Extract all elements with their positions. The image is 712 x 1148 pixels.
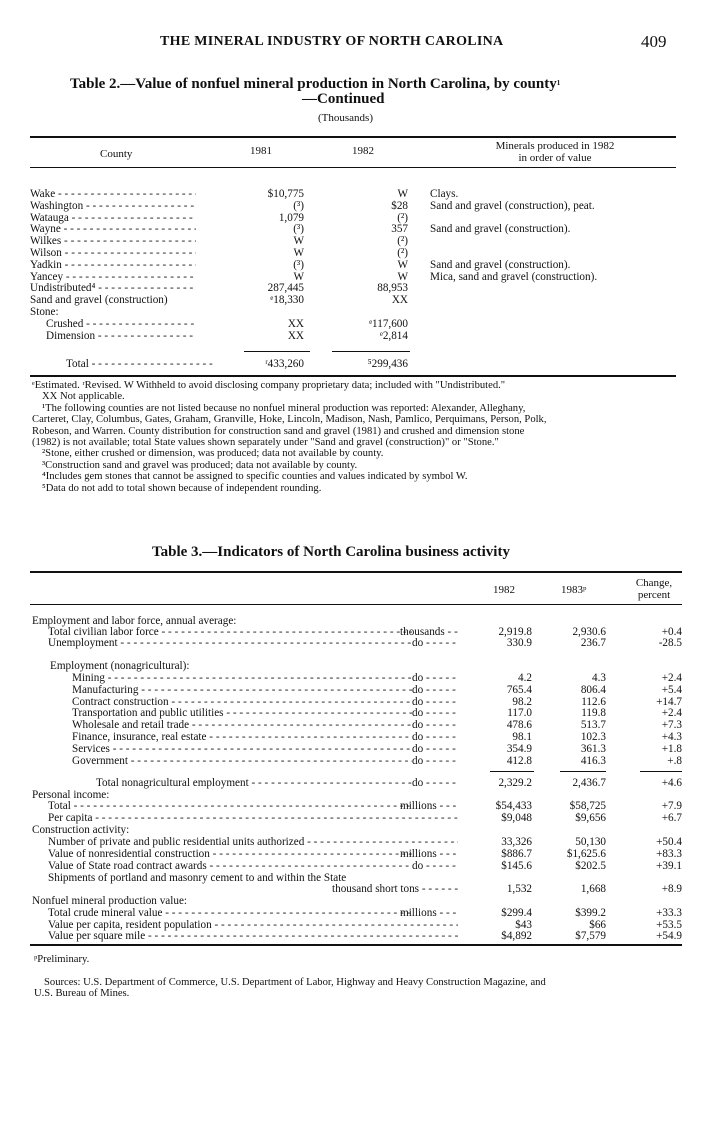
table3-unit-cell: thousands - - - — [400, 627, 458, 639]
table3-1983-cell: $399.2 — [575, 907, 606, 919]
table3-1982-cell: $299.4 — [501, 907, 532, 919]
footnote-line: ᵉEstimated. ʳRevised. W Withheld to avoid disclosing company proprietary data; included with "Undistributed." — [32, 380, 506, 391]
table3-1983-cell: 102.3 — [580, 731, 606, 743]
table2-1982-cell: (²) — [397, 211, 408, 224]
table3-row-label: Government - - - — [72, 756, 412, 768]
table2-county-cell: Yadkin - - - — [30, 260, 196, 272]
table2-1982-cell: 357 — [391, 223, 408, 236]
table3-1983-cell: 416.3 — [580, 755, 606, 767]
table3-change-cell: +0.4 — [661, 626, 682, 638]
table3-1983-cell: $1,625.6 — [566, 848, 606, 860]
table2-minerals-cell: Sand and gravel (construction). — [430, 223, 571, 236]
table3-row-label: Total - - - — [48, 801, 412, 813]
table3-unit-cell: thousand short tons - - - — [332, 884, 458, 896]
table3-header-1982: 1982 — [493, 584, 515, 596]
footnote-line: ⁵Data do not add to total shown because of independent rounding. — [42, 482, 322, 494]
table3-1983-cell: $66 — [589, 919, 606, 931]
table3-1983-cell: 513.7 — [580, 719, 606, 731]
table3-1982-cell: 478.6 — [506, 719, 532, 731]
table3-1982-cell: 98.1 — [512, 731, 532, 743]
table2-title: Table 2.—Value of nonfuel mineral production in North Carolina, by county$^1$ — [70, 76, 561, 92]
table2-1981-cell: $10,775 — [267, 188, 304, 200]
table3-sources: Sources: U.S. Department of Commerce, U.S. Department of Labor, Highway and Heavy Construction Magazine, and U.S. Bureau of Mines. — [34, 977, 546, 1000]
table3-change-cell: +4.3 — [661, 731, 682, 743]
table2-header-1981: 1981 — [250, 145, 272, 157]
table2-1982-cell: W — [397, 270, 408, 283]
table3-row-label: Value of nonresidential construction - - - — [48, 849, 412, 861]
table2-total-row: Total - - - — [66, 359, 214, 371]
table3-bottom-rule — [30, 944, 682, 946]
table2-1982-cell: W — [397, 258, 408, 271]
table3-1983-cell: $58,725 — [569, 800, 606, 812]
table3-unit-cell: do - - - — [412, 697, 458, 709]
table3-1982-cell: 33,326 — [501, 836, 532, 848]
table3-section-heading: Employment (nonagricultural): — [50, 660, 190, 672]
table2-top-rule — [30, 136, 676, 138]
table3-1983-cell: 236.7 — [580, 637, 606, 649]
table3-subtotal-rule — [640, 771, 682, 772]
table3-change-cell: -28.5 — [658, 637, 682, 649]
table3-row-label: Manufacturing - - - — [72, 685, 412, 697]
table3-1983-cell: 2,930.6 — [572, 626, 606, 638]
table2-county-cell: Wake - - - — [30, 189, 196, 201]
table3-1982-cell: 2,919.8 — [498, 626, 532, 638]
table3-unit-cell: millions - - - — [400, 908, 458, 920]
table2-bottom-rule — [30, 375, 676, 377]
footnote-line: ²Stone, either crushed or dimension, was produced; data not available by county. — [42, 448, 384, 460]
table3-section-heading: Nonfuel mineral production value: — [32, 895, 188, 907]
table2-1981-cell: 1,079 — [278, 211, 304, 224]
table3-1983-cell: 4.3 — [592, 672, 606, 684]
table2-header-county: County — [100, 148, 133, 160]
table3-row-label: Finance, insurance, real estate - - - — [72, 732, 412, 744]
table2-1981-cell: W — [293, 235, 304, 248]
table2-county-cell: Undistributed⁴ - - - — [30, 283, 196, 295]
table2-county-cell: Stone: — [30, 306, 59, 318]
table3-row-label: Total crude mineral value - - - — [48, 908, 412, 920]
footnote-line: XX Not applicable. — [42, 391, 125, 403]
table3-1983-cell: $202.5 — [575, 860, 606, 872]
table3-unit-cell: do - - - — [412, 778, 458, 790]
table3-1982-cell: 330.9 — [506, 637, 532, 649]
table3-unit-cell: do - - - — [412, 708, 458, 720]
table3-1982-cell: $9,048 — [501, 812, 532, 824]
table3-1983-cell: $7,579 — [575, 930, 606, 942]
table3-header-change: Change, percent — [635, 577, 673, 601]
table2-1981-cell: W — [293, 247, 304, 259]
table3-1983-cell: 112.6 — [581, 696, 606, 708]
table3-1982-cell: $4,892 — [501, 930, 532, 942]
table3-unit-cell: millions - - - — [400, 801, 458, 813]
table3-footnote: ᵖPreliminary. — [34, 954, 90, 965]
table3-row-label: Number of private and public residential units authorized - - - — [48, 837, 458, 849]
table2-total-1982: ⁵299,436 — [367, 358, 408, 370]
table2-1981-cell: XX — [287, 329, 304, 342]
table2-county-cell: Wayne - - - — [30, 224, 196, 236]
table3-1982-cell: 1,532 — [506, 883, 532, 895]
table3-change-cell: +83.3 — [656, 848, 682, 860]
table3-1983-cell: 806.4 — [580, 684, 606, 696]
table2-1982-cell: 88,953 — [377, 282, 408, 295]
table3-change-cell: +39.1 — [656, 860, 682, 872]
table3-1982-cell: 354.9 — [506, 743, 532, 755]
page-number: 409 — [641, 32, 667, 51]
table2-total-1981: ʳ433,260 — [265, 358, 304, 370]
table3-row-label: Value of State road contract awards - - - — [48, 861, 412, 873]
table2-title-continued: —Continued — [302, 91, 385, 107]
table3-row-label: Transportation and public utilities - - - — [72, 708, 412, 720]
table3-unit-cell: do - - - — [412, 744, 458, 756]
table2-1981-cell: (³) — [293, 223, 304, 236]
table3-section-heading: Personal income: — [32, 789, 110, 801]
table3-change-cell: +7.3 — [661, 719, 682, 731]
table3-change-cell: +8.9 — [661, 883, 682, 895]
table3-row-label: Value per capita, resident population - - - — [48, 920, 458, 932]
table3-row-label: Value per square mile - - - — [48, 931, 458, 943]
table3-row-label: Wholesale and retail trade - - - — [72, 720, 412, 732]
table3-row-label: Unemployment - - - — [48, 638, 412, 650]
table3-1982-cell: 98.2 — [512, 696, 532, 708]
table2-county-cell: Washington - - - — [30, 201, 196, 213]
table2-county-cell: Watauga - - - — [30, 213, 196, 225]
table3-1982-cell: 765.4 — [506, 684, 532, 696]
table3-row-label: Contract construction - - - — [72, 697, 412, 709]
table3-unit-cell: do - - - — [412, 861, 458, 873]
footnote-line: ⁴Includes gem stones that cannot be assigned to specific counties and values indicated by symbol W. — [42, 471, 468, 483]
table2-1982-cell: XX — [391, 294, 408, 307]
table3-change-cell: +1.8 — [661, 743, 682, 755]
table3-1983-cell: 50,130 — [575, 836, 606, 848]
table3-1982-cell: 412.8 — [506, 755, 532, 767]
table3-1982-cell: $145.6 — [501, 860, 532, 872]
table2-county-cell: Crushed - - - — [46, 319, 196, 331]
table3-row-label: Services - - - — [72, 744, 412, 756]
table3-subtotal-rule — [560, 771, 606, 772]
table2-1981-cell: 287,445 — [267, 282, 304, 295]
table3-1983-cell: $9,656 — [575, 812, 606, 824]
table3-change-cell: +2.4 — [661, 672, 682, 684]
table2-1981-cell: W — [293, 270, 304, 283]
table2-1982-cell: (²) — [397, 235, 408, 248]
footnote-line: Carteret, Clay, Columbus, Gates, Graham, Granville, Hoke, Lincoln, Madison, Nash, Pamlico, Perquimans, Person, Polk, — [32, 414, 547, 426]
table3-subtotal-rule — [490, 771, 534, 772]
table3-change-cell: +4.6 — [661, 777, 682, 789]
table3-section-heading: Employment and labor force, annual average: — [32, 615, 237, 627]
table3-unit-cell: millions - - - — [400, 849, 458, 861]
table2-1982-cell: W — [397, 188, 408, 200]
table3-1983-cell: 361.3 — [580, 743, 606, 755]
table2-county-cell: Wilson - - - — [30, 248, 196, 260]
table3-unit-cell: do - - - — [412, 638, 458, 650]
table2-footnotes — [32, 380, 547, 494]
table3-1982-cell: 2,329.2 — [498, 777, 532, 789]
footnote-line: Robeson, and Warren. County distribution for construction sand and gravel (1981) and crushed and dimension stone — [32, 425, 525, 437]
table3-unit-cell: do - - - — [412, 685, 458, 697]
table3-change-cell: +2.4 — [661, 707, 682, 719]
table3-1982-cell: $886.7 — [501, 848, 532, 860]
table3-unit-cell: do - - - — [412, 732, 458, 744]
table3-change-cell: +54.9 — [656, 930, 682, 942]
table3-change-cell: +5.4 — [661, 684, 682, 696]
table2-county-cell: Wilkes - - - — [30, 236, 196, 248]
table3-1983-cell: 119.8 — [581, 707, 606, 719]
table3-change-cell: +.8 — [667, 755, 682, 767]
table3-row-label: Total civilian labor force - - - — [48, 627, 412, 639]
table2-1982-cell: ᵉ2,814 — [379, 329, 408, 342]
table2-1982-cell: $28 — [391, 199, 408, 212]
table3-unit-cell: do - - - — [412, 756, 458, 768]
table3-change-cell: +53.5 — [656, 919, 682, 931]
table2-header-1982: 1982 — [352, 145, 374, 157]
table3-change-cell: +6.7 — [661, 812, 682, 824]
table3-1982-cell: 4.2 — [518, 672, 532, 684]
table2-total-rule-1982 — [332, 351, 410, 352]
table2-minerals-cell: Sand and gravel (construction). — [430, 258, 571, 271]
table3-header-1983: 1983ᵖ — [561, 584, 587, 596]
table2-1981-cell: (³) — [293, 258, 304, 271]
table3-title: Table 3.—Indicators of North Carolina business activity — [152, 544, 510, 560]
table2-header-minerals: Minerals produced in 1982 in order of value — [495, 140, 615, 164]
table3-change-cell: +50.4 — [656, 836, 682, 848]
table3-header-rule — [30, 604, 682, 605]
table2-minerals-cell: Sand and gravel (construction), peat. — [430, 199, 595, 212]
table2-1981-cell: XX — [287, 317, 304, 330]
running-head-title: THE MINERAL INDUSTRY OF NORTH CAROLINA — [160, 34, 504, 49]
table3-1983-cell: 1,668 — [580, 883, 606, 895]
table3-row-label: Per capita - - - — [48, 813, 458, 825]
table2-1981-cell: ᵉ18,330 — [270, 294, 304, 307]
table2-1982-cell: ᵉ117,600 — [369, 317, 408, 330]
table2-1981-cell: (³) — [293, 199, 304, 212]
table3-section-heading: Construction activity: — [32, 824, 130, 836]
table3-top-rule — [30, 571, 682, 573]
table3-1982-cell: 117.0 — [507, 707, 532, 719]
table2-total-rule-1981 — [244, 351, 310, 352]
footnote-line: (1982) is not available; total State values shown separately under "Sand and gravel (construction)" or "Stone." — [32, 437, 499, 449]
table3-1982-cell: $43 — [515, 919, 532, 931]
table2-header-rule — [30, 167, 676, 168]
footnote-line: ³Construction sand and gravel was produced; data not available by county. — [42, 459, 358, 471]
table2-minerals-cell: Clays. — [430, 188, 459, 200]
table2-units: (Thousands) — [318, 112, 373, 124]
table3-row-label: Mining - - - — [72, 673, 412, 685]
table3-change-cell: +14.7 — [656, 696, 682, 708]
table2-county-cell: Dimension - - - — [46, 331, 196, 343]
table3-1982-cell: $54,433 — [495, 800, 532, 812]
table3-change-cell: +7.9 — [661, 800, 682, 812]
table3-1983-cell: 2,436.7 — [572, 777, 606, 789]
table2-minerals-cell: Mica, sand and gravel (construction). — [430, 270, 598, 283]
table2-county-cell: Sand and gravel (construction) — [30, 294, 168, 307]
table3-unit-cell: do - - - — [412, 720, 458, 732]
footnote-line: ¹The following counties are not listed because no nonfuel mineral production was reported: Alexander, Alleghany, — [42, 402, 526, 414]
table3-unit-cell: do - - - — [412, 673, 458, 685]
table2-1982-cell: (²) — [397, 247, 408, 259]
table3-change-cell: +33.3 — [656, 907, 682, 919]
table2-county-cell: Yancey - - - — [30, 272, 196, 284]
table3-row-label: Total nonagricultural employment - - - — [96, 778, 412, 790]
table3-row-label: Shipments of portland and masonry cement to and within the State — [48, 872, 347, 884]
